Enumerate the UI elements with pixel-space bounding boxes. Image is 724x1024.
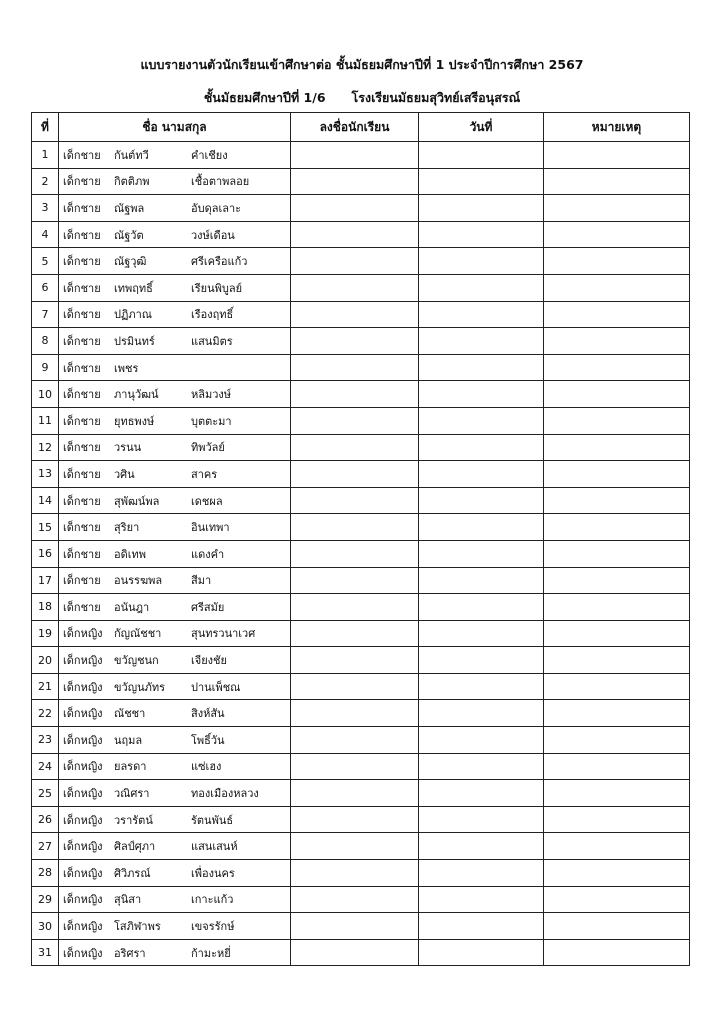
signature-cell xyxy=(291,594,419,621)
student-name-cell xyxy=(59,727,291,754)
remark-cell xyxy=(544,753,690,780)
student-prefix: เด็กชาย xyxy=(63,308,101,322)
student-last-name: คำเชียง xyxy=(191,148,228,162)
student-number: 16 xyxy=(32,540,59,567)
date-cell xyxy=(419,833,544,860)
remark-cell xyxy=(544,939,690,966)
signature-cell xyxy=(291,461,419,488)
class-label: ชั้นมัธยมศึกษาปีที่ 1/6 xyxy=(203,90,326,105)
table-row xyxy=(32,514,690,541)
signature-cell xyxy=(291,434,419,461)
student-first-name: ณัชชา xyxy=(114,707,146,721)
student-name-cell xyxy=(59,274,291,301)
remark-cell xyxy=(544,594,690,621)
table-row xyxy=(32,647,690,674)
student-name-cell xyxy=(59,673,291,700)
remark-cell xyxy=(544,647,690,674)
signature-cell xyxy=(291,700,419,727)
student-number: 17 xyxy=(32,567,59,594)
student-number: 12 xyxy=(32,434,59,461)
student-name-cell xyxy=(59,913,291,940)
student-first-name: เพชร xyxy=(114,361,139,375)
student-last-name: เขจรรักษ์ xyxy=(191,920,235,934)
remark-cell xyxy=(544,301,690,328)
table-row xyxy=(32,727,690,754)
student-last-name: สุนทรวนาเวศ xyxy=(191,627,256,641)
student-prefix: เด็กชาย xyxy=(63,388,101,402)
student-last-name: แดงคำ xyxy=(191,547,225,561)
student-first-name: ปรมินทร์ xyxy=(114,334,155,348)
student-number: 19 xyxy=(32,620,59,647)
student-prefix: เด็กชาย xyxy=(63,547,101,561)
date-cell xyxy=(419,806,544,833)
student-last-name: ทองเมืองหลวง xyxy=(191,787,259,801)
student-prefix: เด็กชาย xyxy=(63,574,101,588)
table-row xyxy=(32,673,690,700)
table-row xyxy=(32,540,690,567)
signature-cell xyxy=(291,540,419,567)
column-header-remark: หมายเหตุ xyxy=(544,113,690,142)
date-cell xyxy=(419,434,544,461)
student-prefix: เด็กชาย xyxy=(63,361,101,375)
signature-cell xyxy=(291,407,419,434)
student-prefix: เด็กหญิง xyxy=(63,654,103,668)
student-number: 24 xyxy=(32,753,59,780)
student-name-cell xyxy=(59,461,291,488)
date-cell xyxy=(419,142,544,169)
student-prefix: เด็กหญิง xyxy=(63,920,103,934)
student-name-cell xyxy=(59,381,291,408)
table-row xyxy=(32,939,690,966)
remark-cell xyxy=(544,487,690,514)
student-last-name: สีมา xyxy=(191,574,212,588)
student-number: 8 xyxy=(32,328,59,355)
student-number: 28 xyxy=(32,860,59,887)
remark-cell xyxy=(544,168,690,195)
column-header-name: ชื่อ นามสกุล xyxy=(59,113,291,142)
date-cell xyxy=(419,939,544,966)
student-last-name: วงษ์เดือน xyxy=(191,228,235,242)
student-prefix: เด็กหญิง xyxy=(63,733,103,747)
student-number: 4 xyxy=(32,221,59,248)
table-row xyxy=(32,753,690,780)
student-roster-table xyxy=(31,112,690,966)
student-prefix: เด็กชาย xyxy=(63,175,101,189)
signature-cell xyxy=(291,673,419,700)
table-row xyxy=(32,806,690,833)
signature-cell xyxy=(291,221,419,248)
student-last-name: ก้ามะหยี่ xyxy=(191,946,231,960)
student-first-name: ณัฐวัต xyxy=(114,228,144,242)
student-first-name: นฤมล xyxy=(114,733,143,747)
student-first-name: อนรรฆพล xyxy=(114,574,163,588)
student-last-name: เจียงชัย xyxy=(191,654,227,668)
signature-cell xyxy=(291,780,419,807)
table-row xyxy=(32,620,690,647)
table-row xyxy=(32,301,690,328)
table-row xyxy=(32,461,690,488)
student-number: 31 xyxy=(32,939,59,966)
student-first-name: ศิลป์ศุภา xyxy=(114,840,156,854)
student-number: 13 xyxy=(32,461,59,488)
student-prefix: เด็กชาย xyxy=(63,148,101,162)
remark-cell xyxy=(544,727,690,754)
student-first-name: เทพฤทธิ์ xyxy=(114,281,153,295)
student-number: 6 xyxy=(32,274,59,301)
student-last-name: เพื่องนคร xyxy=(191,866,235,880)
signature-cell xyxy=(291,620,419,647)
signature-cell xyxy=(291,168,419,195)
student-name-cell xyxy=(59,753,291,780)
student-number: 30 xyxy=(32,913,59,940)
student-name-cell xyxy=(59,647,291,674)
student-number: 23 xyxy=(32,727,59,754)
signature-cell xyxy=(291,514,419,541)
student-name-cell xyxy=(59,407,291,434)
student-number: 22 xyxy=(32,700,59,727)
student-first-name: ภานุวัฒน์ xyxy=(114,388,159,402)
signature-cell xyxy=(291,381,419,408)
student-last-name: เดชผล xyxy=(191,494,223,508)
date-cell xyxy=(419,647,544,674)
signature-cell xyxy=(291,301,419,328)
signature-cell xyxy=(291,727,419,754)
student-prefix: เด็กหญิง xyxy=(63,946,103,960)
student-prefix: เด็กชาย xyxy=(63,441,101,455)
student-number: 7 xyxy=(32,301,59,328)
student-last-name: เรียนพิบูลย์ xyxy=(191,281,243,295)
remark-cell xyxy=(544,221,690,248)
student-last-name: ศรีเครือแก้ว xyxy=(191,255,248,269)
date-cell xyxy=(419,301,544,328)
signature-cell xyxy=(291,913,419,940)
student-last-name: ศรีสมัย xyxy=(191,600,225,614)
signature-cell xyxy=(291,647,419,674)
student-first-name: ขวัญชนก xyxy=(114,654,159,668)
remark-cell xyxy=(544,833,690,860)
student-name-cell xyxy=(59,195,291,222)
student-name-cell xyxy=(59,514,291,541)
student-first-name: กันต์ทวี xyxy=(114,148,149,162)
student-prefix: เด็กชาย xyxy=(63,281,101,295)
student-last-name: โพธิ์วัน xyxy=(191,733,225,747)
student-last-name: ปานเพ็ชณ xyxy=(191,680,241,694)
student-last-name: สาคร xyxy=(191,467,218,481)
date-cell xyxy=(419,328,544,355)
date-cell xyxy=(419,248,544,275)
student-name-cell xyxy=(59,594,291,621)
signature-cell xyxy=(291,142,419,169)
student-first-name: วศิน xyxy=(114,467,135,481)
table-header-row xyxy=(32,113,690,142)
document-subtitle xyxy=(0,88,724,108)
student-name-cell xyxy=(59,780,291,807)
table-row xyxy=(32,168,690,195)
student-number: 9 xyxy=(32,354,59,381)
remark-cell xyxy=(544,620,690,647)
student-last-name: อินเทพา xyxy=(191,521,230,535)
student-first-name: วณิศรา xyxy=(114,787,150,801)
table-row xyxy=(32,860,690,887)
student-first-name: อริศรา xyxy=(114,946,146,960)
table-row xyxy=(32,248,690,275)
student-prefix: เด็กหญิง xyxy=(63,813,103,827)
student-number: 5 xyxy=(32,248,59,275)
student-number: 10 xyxy=(32,381,59,408)
student-first-name: อนันฎา xyxy=(114,600,150,614)
column-header-number: ที่ xyxy=(32,113,59,142)
student-name-cell xyxy=(59,354,291,381)
student-number: 27 xyxy=(32,833,59,860)
student-name-cell xyxy=(59,620,291,647)
student-last-name: บุตตะมา xyxy=(191,414,232,428)
student-last-name: เรืองฤทธิ์ xyxy=(191,308,234,322)
school-label: โรงเรียนมัธยมสุวิทย์เสรีอนุสรณ์ xyxy=(351,90,521,105)
remark-cell xyxy=(544,434,690,461)
remark-cell xyxy=(544,461,690,488)
table-row xyxy=(32,833,690,860)
student-number: 15 xyxy=(32,514,59,541)
date-cell xyxy=(419,195,544,222)
remark-cell xyxy=(544,381,690,408)
date-cell xyxy=(419,168,544,195)
student-number: 21 xyxy=(32,673,59,700)
student-first-name: ณัฐวุฒิ xyxy=(114,255,147,269)
remark-cell xyxy=(544,913,690,940)
student-number: 11 xyxy=(32,407,59,434)
remark-cell xyxy=(544,514,690,541)
student-last-name: รัตนพันธ์ xyxy=(191,813,234,827)
column-header-signature: ลงชื่อนักเรียน xyxy=(291,113,419,142)
date-cell xyxy=(419,753,544,780)
student-prefix: เด็กหญิง xyxy=(63,627,103,641)
student-first-name: กัญณัชชา xyxy=(114,627,162,641)
date-cell xyxy=(419,620,544,647)
table-row xyxy=(32,567,690,594)
remark-cell xyxy=(544,780,690,807)
student-number: 26 xyxy=(32,806,59,833)
document-title: แบบรายงานตัวนักเรียนเข้าศึกษาต่อ ชั้นมัธยมศึกษาปีที่ 1 ประจำปีการศึกษา 2567 xyxy=(140,57,584,72)
remark-cell xyxy=(544,700,690,727)
date-cell xyxy=(419,727,544,754)
student-first-name: ปฏิภาณ xyxy=(114,308,153,322)
student-first-name: สุพัฒน์พล xyxy=(114,494,160,508)
student-name-cell xyxy=(59,328,291,355)
student-name-cell xyxy=(59,833,291,860)
date-cell xyxy=(419,913,544,940)
student-name-cell xyxy=(59,860,291,887)
student-prefix: เด็กชาย xyxy=(63,334,101,348)
student-number: 25 xyxy=(32,780,59,807)
student-name-cell xyxy=(59,806,291,833)
student-number: 18 xyxy=(32,594,59,621)
student-prefix: เด็กหญิง xyxy=(63,707,103,721)
remark-cell xyxy=(544,806,690,833)
table-row xyxy=(32,328,690,355)
remark-cell xyxy=(544,195,690,222)
student-last-name: เกาะแก้ว xyxy=(191,893,234,907)
remark-cell xyxy=(544,567,690,594)
signature-cell xyxy=(291,806,419,833)
student-first-name: วรารัตน์ xyxy=(114,813,153,827)
signature-cell xyxy=(291,248,419,275)
date-cell xyxy=(419,487,544,514)
signature-cell xyxy=(291,939,419,966)
student-last-name: หลิมวงษ์ xyxy=(191,388,232,402)
student-number: 20 xyxy=(32,647,59,674)
student-number: 3 xyxy=(32,195,59,222)
student-prefix: เด็กหญิง xyxy=(63,893,103,907)
student-name-cell xyxy=(59,700,291,727)
student-name-cell xyxy=(59,540,291,567)
table-row xyxy=(32,594,690,621)
student-name-cell xyxy=(59,434,291,461)
student-first-name: วรนน xyxy=(114,441,142,455)
table-row xyxy=(32,780,690,807)
remark-cell xyxy=(544,540,690,567)
date-cell xyxy=(419,567,544,594)
student-prefix: เด็กหญิง xyxy=(63,840,103,854)
remark-cell xyxy=(544,886,690,913)
student-name-cell xyxy=(59,487,291,514)
student-first-name: ขวัญนภัทร xyxy=(114,680,165,694)
signature-cell xyxy=(291,354,419,381)
date-cell xyxy=(419,540,544,567)
student-first-name: ณัฐพล xyxy=(114,201,145,215)
table-row xyxy=(32,354,690,381)
student-prefix: เด็กชาย xyxy=(63,600,101,614)
table-row xyxy=(32,487,690,514)
date-cell xyxy=(419,594,544,621)
signature-cell xyxy=(291,753,419,780)
table-row xyxy=(32,913,690,940)
date-cell xyxy=(419,886,544,913)
table-row xyxy=(32,407,690,434)
signature-cell xyxy=(291,567,419,594)
student-prefix: เด็กชาย xyxy=(63,521,101,535)
remark-cell xyxy=(544,860,690,887)
signature-cell xyxy=(291,195,419,222)
student-first-name: กิตติภพ xyxy=(114,175,150,189)
date-cell xyxy=(419,860,544,887)
remark-cell xyxy=(544,328,690,355)
table-row xyxy=(32,700,690,727)
column-header-date: วันที่ xyxy=(419,113,544,142)
date-cell xyxy=(419,407,544,434)
student-last-name: แซ่เฮง xyxy=(191,760,222,774)
student-first-name: ยลรดา xyxy=(114,760,147,774)
table-row xyxy=(32,195,690,222)
student-last-name: เชื้อตาพลอย xyxy=(191,175,250,189)
table-row xyxy=(32,434,690,461)
student-prefix: เด็กชาย xyxy=(63,494,101,508)
student-number: 29 xyxy=(32,886,59,913)
student-prefix: เด็กชาย xyxy=(63,228,101,242)
student-last-name: แสนเสนห์ xyxy=(191,840,238,854)
student-first-name: โสภิฬาพร xyxy=(114,920,161,934)
student-last-name: แสนมิตร xyxy=(191,334,233,348)
student-number: 2 xyxy=(32,168,59,195)
student-prefix: เด็กชาย xyxy=(63,255,101,269)
student-prefix: เด็กหญิง xyxy=(63,787,103,801)
signature-cell xyxy=(291,328,419,355)
student-name-cell xyxy=(59,168,291,195)
student-prefix: เด็กชาย xyxy=(63,414,101,428)
student-name-cell xyxy=(59,886,291,913)
table-row xyxy=(32,274,690,301)
signature-cell xyxy=(291,274,419,301)
date-cell xyxy=(419,381,544,408)
table-row xyxy=(32,381,690,408)
remark-cell xyxy=(544,142,690,169)
signature-cell xyxy=(291,860,419,887)
student-prefix: เด็กหญิง xyxy=(63,760,103,774)
remark-cell xyxy=(544,274,690,301)
student-last-name: ทิพวัลย์ xyxy=(191,441,225,455)
student-first-name: สุนิสา xyxy=(114,893,142,907)
date-cell xyxy=(419,461,544,488)
date-cell xyxy=(419,780,544,807)
date-cell xyxy=(419,221,544,248)
student-first-name: ยุทธพงษ์ xyxy=(114,414,155,428)
student-name-cell xyxy=(59,248,291,275)
student-number: 14 xyxy=(32,487,59,514)
student-last-name: สิงห์สัน xyxy=(191,707,225,721)
student-prefix: เด็กชาย xyxy=(63,201,101,215)
student-name-cell xyxy=(59,221,291,248)
signature-cell xyxy=(291,833,419,860)
student-name-cell xyxy=(59,301,291,328)
date-cell xyxy=(419,514,544,541)
table-row xyxy=(32,221,690,248)
date-cell xyxy=(419,700,544,727)
signature-cell xyxy=(291,487,419,514)
student-first-name: สุริยา xyxy=(114,521,140,535)
table-row xyxy=(32,142,690,169)
student-name-cell xyxy=(59,939,291,966)
student-prefix: เด็กชาย xyxy=(63,467,101,481)
student-name-cell xyxy=(59,142,291,169)
student-name-cell xyxy=(59,567,291,594)
signature-cell xyxy=(291,886,419,913)
date-cell xyxy=(419,673,544,700)
student-first-name: ศิวิภรณ์ xyxy=(114,866,151,880)
student-number: 1 xyxy=(32,142,59,169)
remark-cell xyxy=(544,673,690,700)
remark-cell xyxy=(544,407,690,434)
remark-cell xyxy=(544,248,690,275)
date-cell xyxy=(419,354,544,381)
student-last-name: อับดุลเลาะ xyxy=(191,201,242,215)
student-first-name: อดิเทพ xyxy=(114,547,147,561)
roster-body xyxy=(32,142,690,966)
student-prefix: เด็กหญิง xyxy=(63,866,103,880)
student-prefix: เด็กหญิง xyxy=(63,680,103,694)
table-row xyxy=(32,886,690,913)
remark-cell xyxy=(544,354,690,381)
date-cell xyxy=(419,274,544,301)
